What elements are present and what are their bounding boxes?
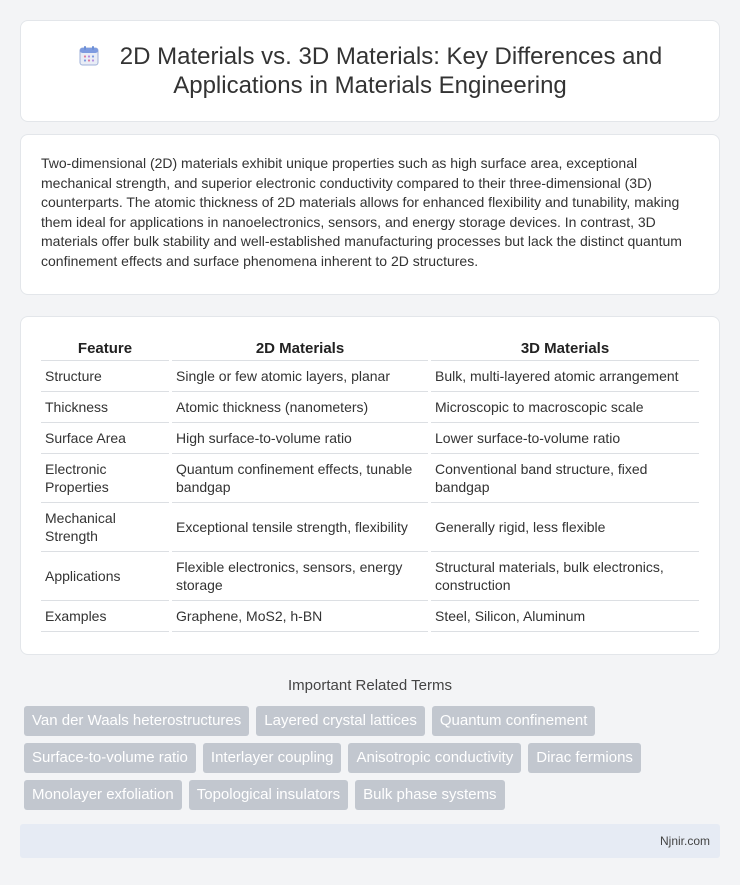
intro-text: Two-dimensional (2D) materials exhibit unique properties such as high surface area, exceptional mechanical strength, and superior electronic conductivity compared to their three-dimensional (3D) counterparts. The atomic thickness of 2D materials allows for enhanced flexibility and tunability, making them ideal for applications in nanoelectronics, sensors, and energy storage devices. In contrast, 3D materials offer bulk stability and well-established manufacturing processes but lack the distinct quantum confinement effects and surface phenomena inherent to 2D structures. [41,155,682,269]
table-row [41,361,699,392]
row-feature: Applications [41,552,169,601]
title-card [20,20,720,122]
row-2d: Graphene, MoS2, h-BN [172,601,428,632]
table-row [41,423,699,454]
related-tag[interactable]: Surface-to-volume ratio [24,743,196,773]
row-feature: Mechanical Strength [41,503,169,552]
table-row [41,392,699,423]
table-row [41,454,699,503]
row-3d: Steel, Silicon, Aluminum [431,601,699,632]
related-tag[interactable]: Layered crystal lattices [256,706,425,736]
row-3d: Lower surface-to-volume ratio [431,423,699,454]
table-row [41,552,699,601]
row-2d: High surface-to-volume ratio [172,423,428,454]
row-3d: Bulk, multi-layered atomic arrangement [431,361,699,392]
row-feature: Surface Area [41,423,169,454]
header-feature: Feature [41,337,169,361]
row-feature: Structure [41,361,169,392]
comparison-table-card [20,316,720,655]
intro-card [20,134,720,295]
row-3d: Microscopic to macroscopic scale [431,392,699,423]
table-row [41,601,699,632]
page-title [61,42,679,100]
row-2d: Atomic thickness (nanometers) [172,392,428,423]
related-tag[interactable]: Van der Waals heterostructures [24,706,249,736]
comparison-table [38,337,702,632]
row-3d: Structural materials, bulk electronics, construction [431,552,699,601]
footer [20,824,720,858]
related-tag[interactable]: Bulk phase systems [355,780,504,810]
row-feature: Examples [41,601,169,632]
row-feature: Electronic Properties [41,454,169,503]
related-terms-list [20,706,720,810]
row-2d: Single or few atomic layers, planar [172,361,428,392]
table-header-row [41,337,699,361]
header-2d: 2D Materials [172,337,428,361]
page-title-text: 2D Materials vs. 3D Materials: Key Differences and Applications in Materials Engineering [119,43,663,99]
related-tag[interactable]: Interlayer coupling [203,743,342,773]
table-row [41,503,699,552]
header-3d: 3D Materials [431,337,699,361]
row-feature: Thickness [41,392,169,423]
related-tag[interactable]: Topological insulators [189,780,348,810]
related-tag[interactable]: Monolayer exfoliation [24,780,182,810]
row-3d: Generally rigid, less flexible [431,503,699,552]
calendar-icon [78,45,100,67]
related-tag[interactable]: Dirac fermions [528,743,641,773]
row-2d: Quantum confinement effects, tunable bandgap [172,454,428,503]
row-2d: Exceptional tensile strength, flexibility [172,503,428,552]
footer-site[interactable]: Njnir.com [659,833,710,848]
related-terms-title: Important Related Terms [288,676,452,694]
related-tag[interactable]: Quantum confinement [432,706,596,736]
row-3d: Conventional band structure, fixed bandgap [431,454,699,503]
related-tag[interactable]: Anisotropic conductivity [348,743,521,773]
row-2d: Flexible electronics, sensors, energy storage [172,552,428,601]
